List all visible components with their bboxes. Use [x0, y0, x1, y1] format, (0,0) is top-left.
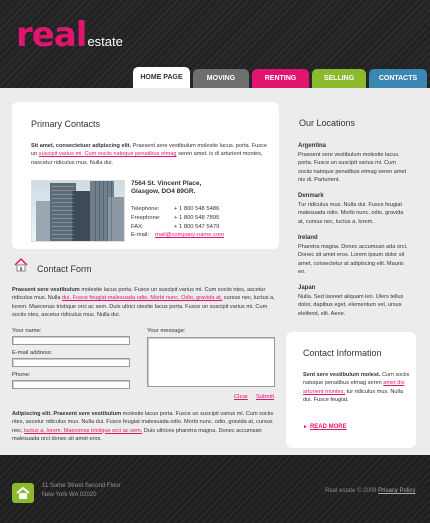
contact-information-title: Contact Information: [303, 348, 382, 358]
form-text1-bold: Praesent sere vestibulum: [12, 287, 80, 293]
primary-intro-text1: Praesent sere vestibulum molestie lacus. porta. Fusce un: [31, 143, 267, 158]
name-label: Your name:: [12, 328, 42, 334]
contact-form-outro: [12, 410, 279, 443]
telephone-value: + 1 800 548 5486: [174, 206, 220, 212]
location-name: Argentina: [298, 143, 327, 149]
primary-intro-text: [31, 142, 271, 167]
footer-copyright: [325, 488, 415, 494]
fax-label: FAX:: [131, 223, 144, 230]
info-link[interactable]: amet dis arturient montes,: [303, 380, 405, 395]
primary-contacts-card: [12, 102, 279, 249]
logo-estate-text: estate: [87, 34, 123, 49]
fax-value: + 1 800 547 5479: [174, 223, 220, 230]
location-argentina: [298, 142, 410, 184]
tab-selling[interactable]: SELLING: [312, 69, 366, 88]
location-name: Ireland: [298, 235, 318, 241]
location-name: Japan: [298, 285, 316, 291]
contact-form-title: Contact Form: [37, 264, 92, 274]
form-text1b: cursus nec, luctus a, lorem. Maecenas tristique orci ac sem. Duis ultrici otestie lacus porta. Fusce un suscipit varius mi. Cum sociis ntes, ascetur ridiculus mus. Nulla dui.: [12, 295, 275, 318]
location-text: Tur ridiculus mus. Nulla dui. Fusce feugiat malesuada odio. Morbi nunc. odio, gravida at, cursus nec, luctus a, lorem.: [298, 202, 404, 225]
primary-intro-link[interactable]: suscipit varius mi. Cum sociis natoque penatibus etmag: [38, 151, 177, 158]
footer: [0, 455, 430, 523]
contact-information-text: [303, 371, 413, 404]
copyright-text: Real estate © 2008: [325, 488, 379, 494]
address-line-2: Glasgow, DO4 89GR.: [131, 188, 196, 195]
form-text1-link[interactable]: dui. Fusce feugiat malesuada odio. Morbi nunc. Odio, gravida at,: [62, 295, 223, 302]
info-text2: tur ridiculus mus. Nulla dui. Fusce feugiat.: [303, 388, 404, 403]
message-textarea[interactable]: [147, 337, 275, 387]
location-ireland: [298, 234, 410, 276]
email-link[interactable]: mail@company-name.com: [155, 232, 225, 239]
location-text: Praesent sere vestibulum molestie lacus. porta. Fusce un suscipit varius mi. Cum sociis natoque penatibus etmag seren amet nis di. Parturient.: [298, 152, 407, 183]
primary-contacts-title: Primary Contacts: [31, 119, 101, 129]
form-text2a: molestie lacus porta. Fusce un suscipit varius mi. Cum sociis ntes, ascetur ridiculus mus. Nulla dui. Fusce feugiat malesuada odio. Morbi nunc. odio, gravida at, cursus nec,: [12, 411, 274, 434]
logo-real-text: real: [16, 15, 87, 55]
tab-contacts[interactable]: CONTACTS: [369, 69, 427, 88]
location-japan: [298, 284, 410, 318]
location-denmark: [298, 192, 410, 226]
footer-address-line-1: 11 Some Street Second Floor: [42, 483, 121, 489]
form-text2-bold: Adipiscing elit. Praesent sere vestibulum: [12, 411, 122, 417]
contact-information-card: [286, 332, 416, 448]
main-nav: [133, 69, 427, 88]
message-label: Your message:: [147, 328, 186, 334]
primary-intro-text2: seren amet. is di arturient montes, nascetur ridiculus mus. Nulla dui.: [31, 151, 263, 166]
location-text: Nulla. Sed laoreet aliquam leo. Ulers tellus dolor, dapibus eget, elementum vel, ursus eleifend, elit. Aene.: [298, 294, 404, 317]
address-line-1: 7564 St. Vincent Place,: [131, 180, 202, 187]
tab-moving[interactable]: MOVING: [193, 69, 249, 88]
form-text2-link[interactable]: luctus a, lorem. Maecenas tristique orci ac sem.: [24, 427, 143, 434]
contact-form-intro: [12, 286, 279, 319]
footer-address: [42, 482, 121, 500]
address-block: [131, 180, 281, 240]
submit-button[interactable]: Submit: [256, 394, 275, 400]
freephone-label: Freephone:: [131, 214, 161, 221]
location-text: Pharetra magna. Donec accumsan ada orci. Donec sit amet eros. Lorem ipsum dolor sit amet, consectetur at adipiscing elit. Mauris en.: [298, 244, 408, 275]
read-more-link[interactable]: [303, 424, 347, 430]
telephone-label: Telephone:: [131, 206, 160, 212]
clear-button[interactable]: Clear: [234, 394, 248, 400]
home-icon: [12, 483, 34, 503]
freephone-value: + 1 800 548 7895: [174, 214, 220, 221]
form-text1a: molestie lacus porta. Fusce un suscipit varius mi. Cum sociis ntes, ascetur ridiculus mus. Nulla: [12, 287, 266, 302]
tab-home-page[interactable]: HOME PAGE: [133, 67, 190, 88]
privacy-policy-link[interactable]: Privacy Policy: [378, 488, 416, 494]
info-text1: Cum sociis natoque penatibus etmag seren: [303, 372, 410, 387]
info-bold: Sent sere vestibulum molest.: [303, 372, 381, 378]
phone-label: Phone:: [12, 372, 31, 378]
name-input[interactable]: [12, 336, 130, 345]
main-content: [0, 88, 430, 455]
phone-list: [131, 205, 281, 240]
footer-address-line-2: New York WA 02020: [42, 492, 97, 498]
phone-input[interactable]: [12, 380, 130, 389]
email-label: E-mail:: [131, 232, 150, 239]
email-address-label: E-mail address:: [12, 350, 53, 356]
building-photo: [31, 180, 125, 242]
arrow-right-icon: ►: [303, 424, 308, 430]
read-more-label: READ MORE: [309, 424, 347, 430]
primary-intro-bold: Sit amet, consectetuer adipiscing elit.: [31, 143, 132, 149]
header: [0, 0, 430, 88]
logo[interactable]: [16, 15, 123, 55]
tab-renting[interactable]: RENTING: [252, 69, 309, 88]
email-input[interactable]: [12, 358, 130, 367]
house-icon: [13, 257, 29, 273]
location-name: Denmark: [298, 193, 324, 199]
our-locations-title: Our Locations: [299, 118, 356, 128]
form-text2b: Duis ultrices pharetra magna. Donec accumsan malesuada orci donec sit amet eros.: [12, 427, 262, 442]
